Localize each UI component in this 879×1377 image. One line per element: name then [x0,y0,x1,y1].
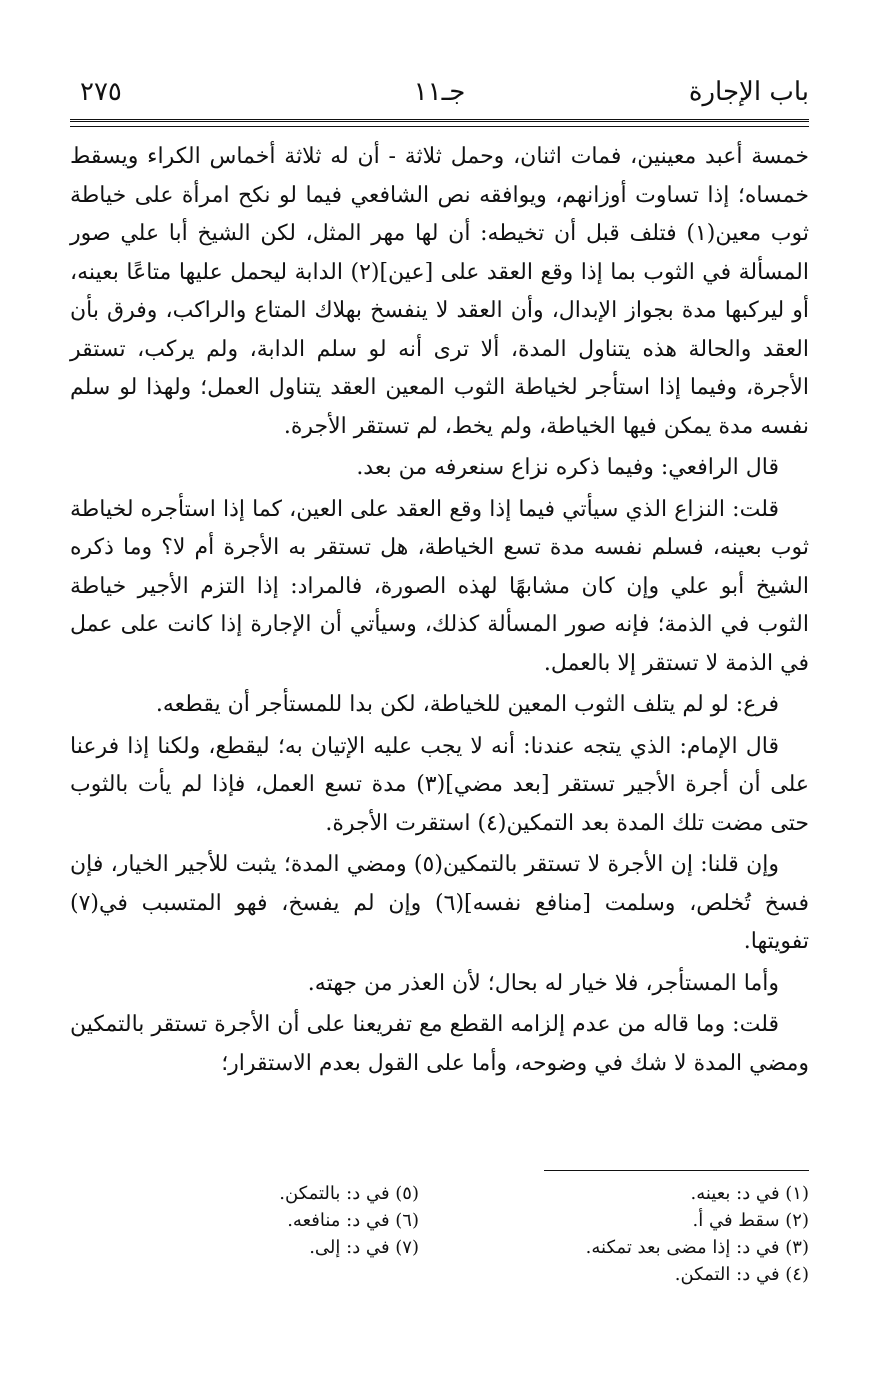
footnotes [70,1180,809,1320]
footnote-column-right [449,1180,809,1288]
footnote: (٤) في د: التمكن. [674,1264,809,1285]
paragraph: قال الإمام: الذي يتجه عندنا: أنه لا يجب عليه الإتيان به؛ ليقطع، ولكنا إذا فرعنا على أن أجرة الأجير تستقر [بعد مضي](٣) مدة تسع العمل، فإذا لم يأت بالثوب حتى مضت تلك المدة بعد التمكين(٤) استقرت الأجرة. [70,733,809,836]
footnote: (٧) في د: إلى. [309,1237,419,1258]
volume-label: جـ١١ [413,77,466,107]
page-number: ٢٧٥ [80,77,122,107]
footnote: (٢) سقط في أ. [692,1210,809,1231]
footnote-separator [544,1170,809,1171]
footnote: (٦) في د: منافعه. [287,1210,419,1231]
footnote: (١) في د: بعينه. [690,1183,809,1204]
main-text [70,138,809,1086]
paragraph: وإن قلنا: إن الأجرة لا تستقر بالتمكين(٥) ومضي المدة؛ يثبت للأجير الخيار، فإن فسخ تُخلص، وسلمت [منافع نفسه](٦) وإن لم يفسخ، فهو المتسبب في(٧) تفويتها. [70,852,809,954]
paragraph: فرع: لو لم يتلف الثوب المعين للخياطة، لكن بدا للمستأجر أن يقطعه. [155,692,779,717]
footnote: (٣) في د: إذا مضى بعد تمكنه. [585,1237,809,1258]
chapter-title: باب الإجارة [688,77,809,107]
paragraph: قلت: وما قاله من عدم إلزامه القطع مع تفريعنا على أن الأجرة تستقر بالتمكين ومضي المدة لا شك في وضوحه، وأما على القول بعدم الاستقرار؛ [70,1012,809,1076]
footnote: (٥) في د: بالتمكن. [279,1183,419,1204]
paragraph: قال الرافعي: وفيما ذكره نزاع سنعرفه من بعد. [356,455,779,480]
header-rule [70,119,809,127]
running-header [70,72,809,112]
paragraph: وأما المستأجر، فلا خيار له بحال؛ لأن العذر من جهته. [307,970,779,996]
footnote-column-left [119,1180,419,1261]
paragraph: قلت: النزاع الذي سيأتي فيما إذا وقع العقد على العين، كما إذا استأجره لخياطة ثوب بعينه، فسلم نفسه مدة تسع الخياطة، هل تستقر به الأجرة أم لا؟ وما ذكره الشيخ أبو علي وإن كان مشابهًا لهذه الصورة، فالمراد: إذا التزم الأجير خياطة الثوب في الذمة؛ فإنه صور المسألة كذلك، وسيأتي أن الإجارة إذا كانت على عمل في الذمة لا تستقر إلا بالعمل. [70,496,809,676]
paragraph: خمسة أعبد معينين، فمات اثنان، وحمل ثلاثة - أن له ثلاثة أخماس الكراء ويسقط خمساه؛ إذا تساوت أوزانهم، ويوافقه نص الشافعي فيما لو نكح امرأة على خياطة ثوب معين(١) فتلف قبل أن تخيطه: أن لها مهر المثل، لكن الشيخ أبا علي صور المسألة في الثوب بما إذا وقع العقد على [عين](٢) الدابة ليحمل عليها متاعًا بعينه، أو ليركبها مدة بجواز الإبدال، وأن العقد لا ينفسخ بهلاك المتاع والراكب، وفرق بأن العقد والحالة هذه يتناول المدة، ألا ترى أنه لو سلم الدابة، ولم يركب، تستقر الأجرة، وفيما إذا استأجر لخياطة الثوب المعين العقد يتناول العمل؛ ولهذا لو سلم نفسه مدة يمكن فيها الخياطة، ولم يخط، لم تستقر الأجرة. [70,144,810,439]
